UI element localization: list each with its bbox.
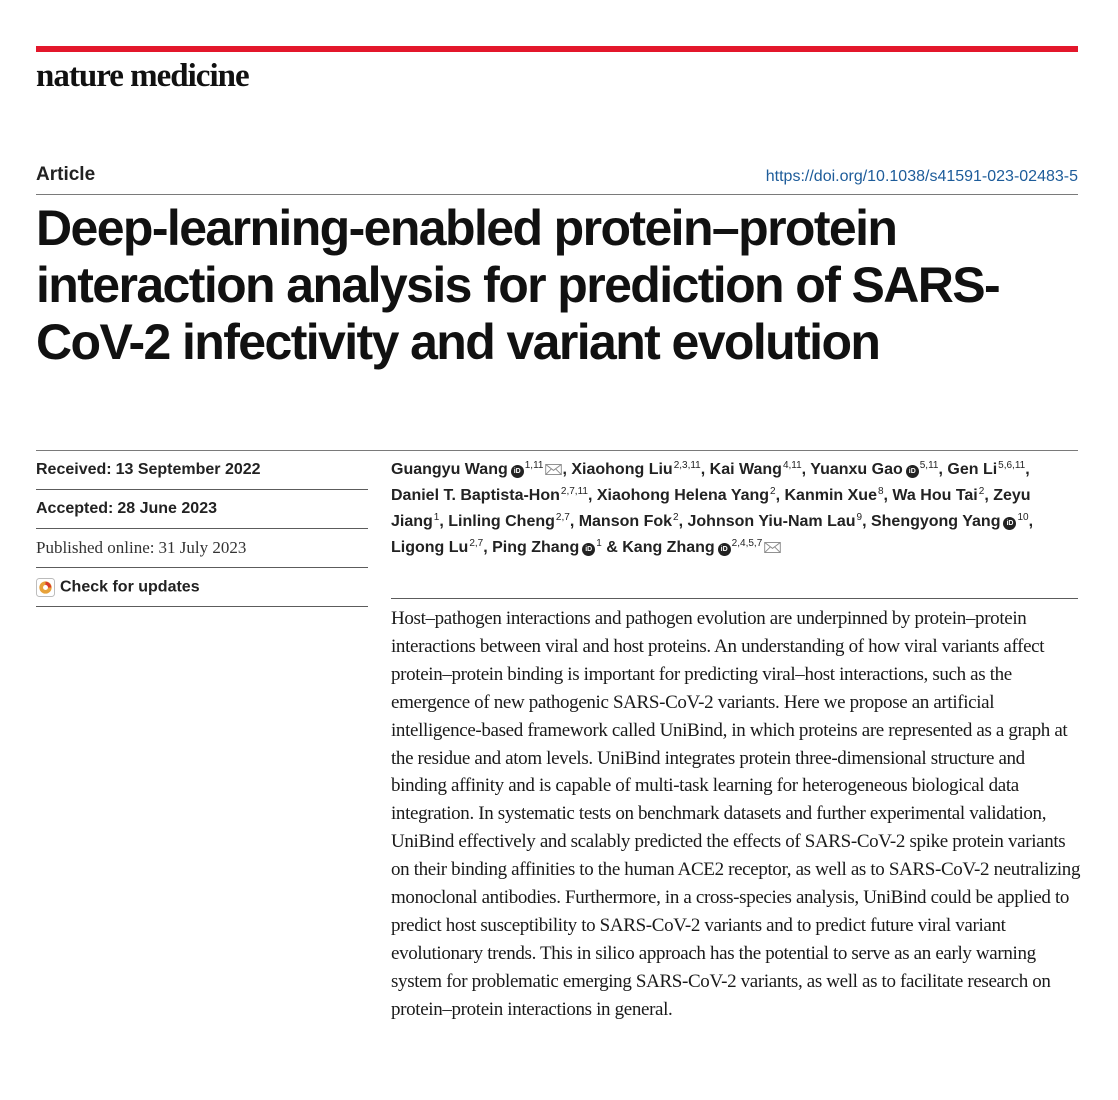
accepted-label: Accepted:	[36, 500, 114, 517]
author-affiliations: 5,11	[919, 460, 939, 471]
accepted-row	[36, 490, 368, 529]
author-affiliations: 4,11	[782, 460, 802, 471]
abstract-divider	[391, 598, 1078, 599]
author[interactable]	[571, 461, 700, 478]
author[interactable]	[892, 487, 984, 504]
author-affiliations: 2,4,5,7	[731, 538, 763, 549]
author[interactable]	[492, 539, 602, 556]
author-name: Kang Zhang	[622, 539, 715, 556]
author[interactable]	[391, 461, 562, 478]
author[interactable]	[448, 513, 570, 530]
author-affiliations: 1	[596, 538, 602, 549]
author-name: Ping Zhang	[492, 539, 580, 556]
received-date: 13 September 2022	[115, 461, 261, 478]
author[interactable]	[579, 513, 679, 530]
author-name: Xiaohong Helena Yang	[596, 487, 770, 504]
author-name: Guangyu Wang	[391, 461, 508, 478]
author-name: Wa Hou Tai	[892, 487, 978, 504]
email-icon[interactable]	[764, 542, 781, 553]
doi-link[interactable]: https://doi.org/10.1038/s41591-023-02483-5	[765, 168, 1078, 185]
author-affiliations: 2,3,11	[673, 460, 701, 471]
published-row	[36, 529, 368, 568]
author-affiliations: 1	[433, 512, 440, 523]
accepted-date: 28 June 2023	[117, 500, 217, 517]
author[interactable]	[688, 513, 863, 530]
author-name: Zeyu Jiang	[391, 487, 1031, 530]
journal-accent-bar	[36, 46, 1078, 52]
journal-name: nature medicine	[36, 58, 249, 94]
header-divider	[36, 194, 1078, 195]
received-label: Received:	[36, 461, 112, 478]
author-affiliations: 2	[673, 512, 679, 523]
check-for-updates-button[interactable]	[36, 578, 200, 597]
orcid-icon[interactable]: iD	[582, 543, 595, 556]
author-affiliations: 2	[978, 486, 985, 497]
author[interactable]	[947, 461, 1025, 478]
author-affiliations: 2,7	[555, 512, 570, 523]
received-row	[36, 451, 368, 490]
author-name: Ligong Lu	[391, 539, 469, 556]
author-affiliations: 8	[877, 486, 884, 497]
author-affiliations: 5,6,11	[998, 460, 1026, 471]
author[interactable]	[710, 461, 802, 478]
author[interactable]	[785, 487, 884, 504]
author-affiliations: 10	[1017, 512, 1029, 523]
author-name: Xiaohong Liu	[571, 461, 673, 478]
author-name: Shengyong Yang	[870, 513, 1001, 530]
author-name: Kanmin Xue	[784, 487, 877, 504]
article-title: Deep-learning-enabled protein–protein interaction analysis for prediction of SARS-CoV-2 infectivity and variant evolution	[36, 200, 1000, 370]
check-updates-label: Check for updates	[60, 578, 200, 596]
article-history	[36, 451, 368, 607]
check-updates-icon	[36, 578, 55, 597]
author[interactable]	[810, 461, 938, 478]
author-list: Guangyu Wang iD$^{1,11}$ , Xiaohong Liu$^{2,3,11}$, Kai Wang$^{4,11}$, Yuanxu Gao iD$^{5,11}$, Gen Li$^{5,6,11}$, Daniel T. Baptista-Hon$^{2,7,11}$, Xiaohong Helena Yang$^2$, Kanmin Xue$^8$, Wa Hou Tai$^2$, Zeyu Jiang$^1$, Linling Cheng$^{2,7}$, Manson Fok$^2$, Johnson Yiu-Nam Lau$^9$, Shengyong Yang $iD^{10}$, Ligong Lu$^{2,7}$, Ping Zhang $iD^1$ & Kang Zhang iD$^{2,4,5,7}$	[391, 460, 1034, 556]
author[interactable]	[391, 487, 588, 504]
email-icon[interactable]	[545, 464, 562, 475]
orcid-icon[interactable]: iD	[718, 543, 731, 556]
author-name: Gen Li	[947, 461, 998, 478]
author-affiliations: 2	[770, 486, 776, 497]
orcid-icon[interactable]: iD	[511, 465, 524, 478]
author-name: Daniel T. Baptista-Hon	[391, 487, 560, 504]
author-name: Kai Wang	[709, 461, 782, 478]
author[interactable]	[871, 513, 1029, 530]
published-label: Published online:	[36, 538, 155, 557]
author[interactable]	[622, 539, 781, 556]
author-affiliations: 2,7	[469, 538, 484, 549]
published-date: 31 July 2023	[158, 538, 247, 557]
abstract: Host–pathogen interactions and pathogen evolution are underpinned by protein–protein interactions between viral and host proteins. An understanding of how viral variants affect protein–protein binding is important for predicting viral–host interactions, such as the emergence of new pathogenic SARS-CoV-2 variants. Here we propose an artificial intelligence-based framework called UniBind, in which proteins are represented as a graph at the residue and atom levels. UniBind integrates protein three-dimensional structure and binding affinity and is capable of multi-task learning for heterogeneous biological data integration. In systematic tests on benchmark datasets and further experimental validation, UniBind effectively and scalably predicted the effects of SARS-CoV-2 spike protein variants on their binding affinities to the human ACE2 receptor, as well as to SARS-CoV-2 neutralizing monoclonal antibodies. Furthermore, in a cross-species analysis, UniBind could be applied to predict host susceptibility to SARS-CoV-2 variants and to predict future viral variant evolutionary trends. This in silico approach has the potential to serve as an early warning system for problematic emerging SARS-CoV-2 variants, as well as to facilitate research on protein–protein interactions in general.	[391, 608, 1081, 1020]
author-name: Linling Cheng	[448, 513, 555, 530]
author-name: Johnson Yiu-Nam Lau	[687, 513, 856, 530]
check-updates-row	[36, 568, 368, 607]
author-affiliations: 9	[856, 512, 863, 523]
author-name: Manson Fok	[578, 513, 673, 530]
author[interactable]	[391, 539, 483, 556]
author-name: Yuanxu Gao	[810, 461, 903, 478]
author[interactable]	[597, 487, 776, 504]
orcid-icon[interactable]: iD	[1003, 517, 1016, 530]
orcid-icon[interactable]: iD	[906, 465, 919, 478]
author-affiliations: 1,11	[524, 460, 544, 471]
author-affiliations: 2,7,11	[560, 486, 588, 497]
article-type: Article	[36, 164, 96, 185]
